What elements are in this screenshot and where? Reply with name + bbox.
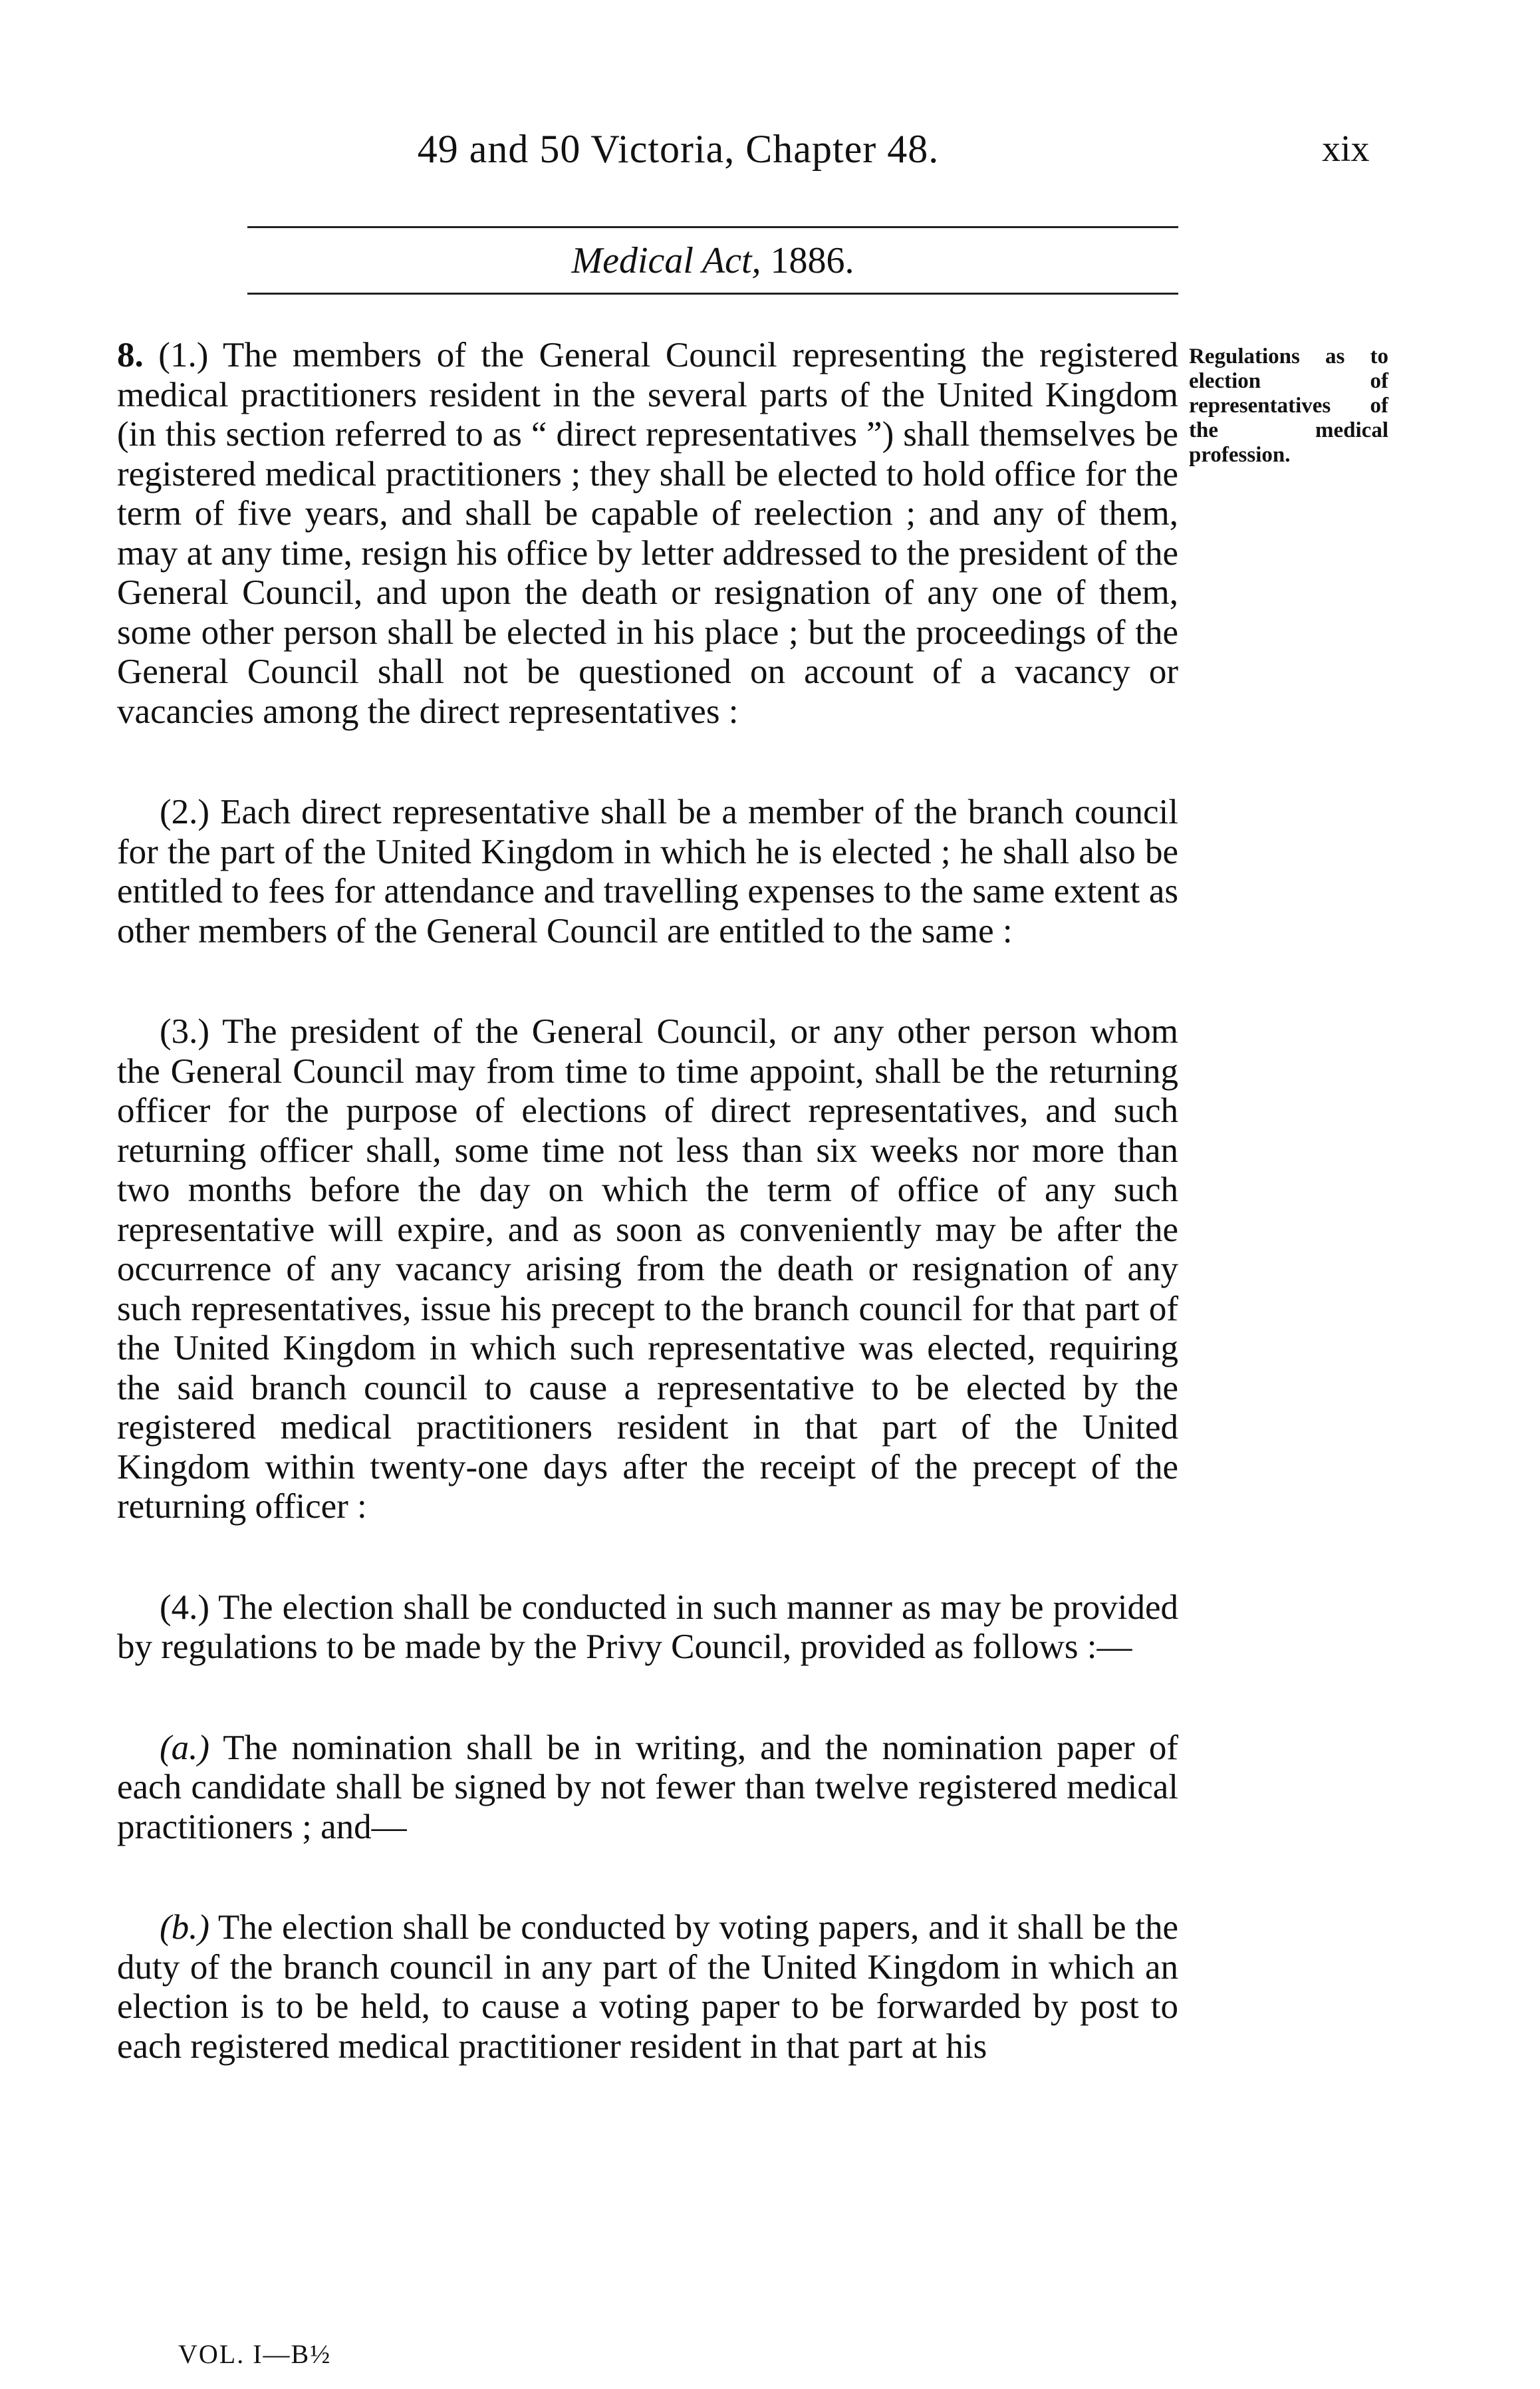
paragraph-text: The election shall be conducted in such manner as may be provided by regulations to be made by the Privy Council, provided as follows :—	[117, 1588, 1178, 1666]
marginal-note: Regulations as to election of representatives of the medical profession.	[1189, 345, 1388, 467]
header-rule-bottom	[247, 293, 1178, 295]
subparagraph-a	[117, 1729, 1178, 1848]
act-year: 1886.	[770, 240, 854, 281]
header-rule-top	[247, 226, 1178, 228]
paragraph-text: The president of the General Council, or any other person whom the General Council may from time to time appoint, shall be the returning officer for the purpose of elections of direct representatives, and such returning officer shall, some time not less than six weeks nor more than two months before the day on which the term of office of any such representative will expire, and as soon as conveniently may be after the occurrence of any vacancy arising from the death or resignation of any such representatives, issue his precept to the branch council for that part of the United Kingdom in which such representative was elected, requiring the said branch council to cause a representative to be elected by the registered medical practitioners resident in that part of the United Kingdom within twenty-one days after the receipt of the precept of the returning officer :	[117, 1012, 1178, 1526]
subparagraph-label: (a.)	[160, 1728, 210, 1767]
page-number: xix	[1322, 128, 1370, 170]
paragraph-label: (4.)	[160, 1588, 210, 1627]
subparagraph-label: (b.)	[160, 1908, 210, 1947]
section-body	[117, 336, 1178, 2066]
paragraph-label: (1.)	[158, 336, 209, 374]
subparagraph-text: The nomination shall be in writing, and the nomination paper of each candidate shall be signed by not fewer than twelve registered medical practitioners ; and—	[117, 1728, 1178, 1846]
running-head: 49 and 50 Victoria, Chapter 48.	[417, 127, 940, 171]
paragraph-text: Each direct representative shall be a member of the branch council for the part of the United Kingdom in which he is elected ; he shall also be entitled to fees for attendance and travelling expenses to the same extent as other members of the General Council are entitled to the same :	[117, 793, 1179, 950]
act-title	[247, 239, 1178, 282]
paragraph-label: (2.)	[160, 793, 210, 831]
section-number: 8.	[117, 336, 144, 374]
signature-mark: VOL. I—B½	[178, 2339, 332, 2369]
subparagraph-b	[117, 1908, 1178, 2066]
paragraph-text: The members of the General Council representing the registered medical practitioners resident in the several parts of the United Kingdom (in this section referred to as “ direct representatives ”) shall themselves be registered medical practitioners ; they shall be elected to hold office for the term of five years, and shall be capable of reelection ; and any of them, may at any time, resign his office by letter addressed to the president of the General Council, and upon the death or resignation of any one of them, some other person shall be elected in his place ; but the proceedings of the General Council shall not be questioned on account of a vacancy or vacancies among the direct representatives :	[117, 336, 1179, 731]
paragraph-3	[117, 1012, 1178, 1527]
subparagraph-text: The election shall be conducted by voting papers, and it shall be the duty of the branch council in any part of the United Kingdom in which an election is to be held, to cause a voting paper to be forwarded by post to each registered medical practitioner resident in that part at his	[117, 1908, 1178, 2066]
paragraph-1	[117, 336, 1178, 732]
paragraph-label: (3.)	[160, 1012, 210, 1051]
paragraph-2	[117, 793, 1178, 951]
paragraph-4	[117, 1588, 1178, 1667]
act-name: Medical Act,	[571, 240, 761, 281]
